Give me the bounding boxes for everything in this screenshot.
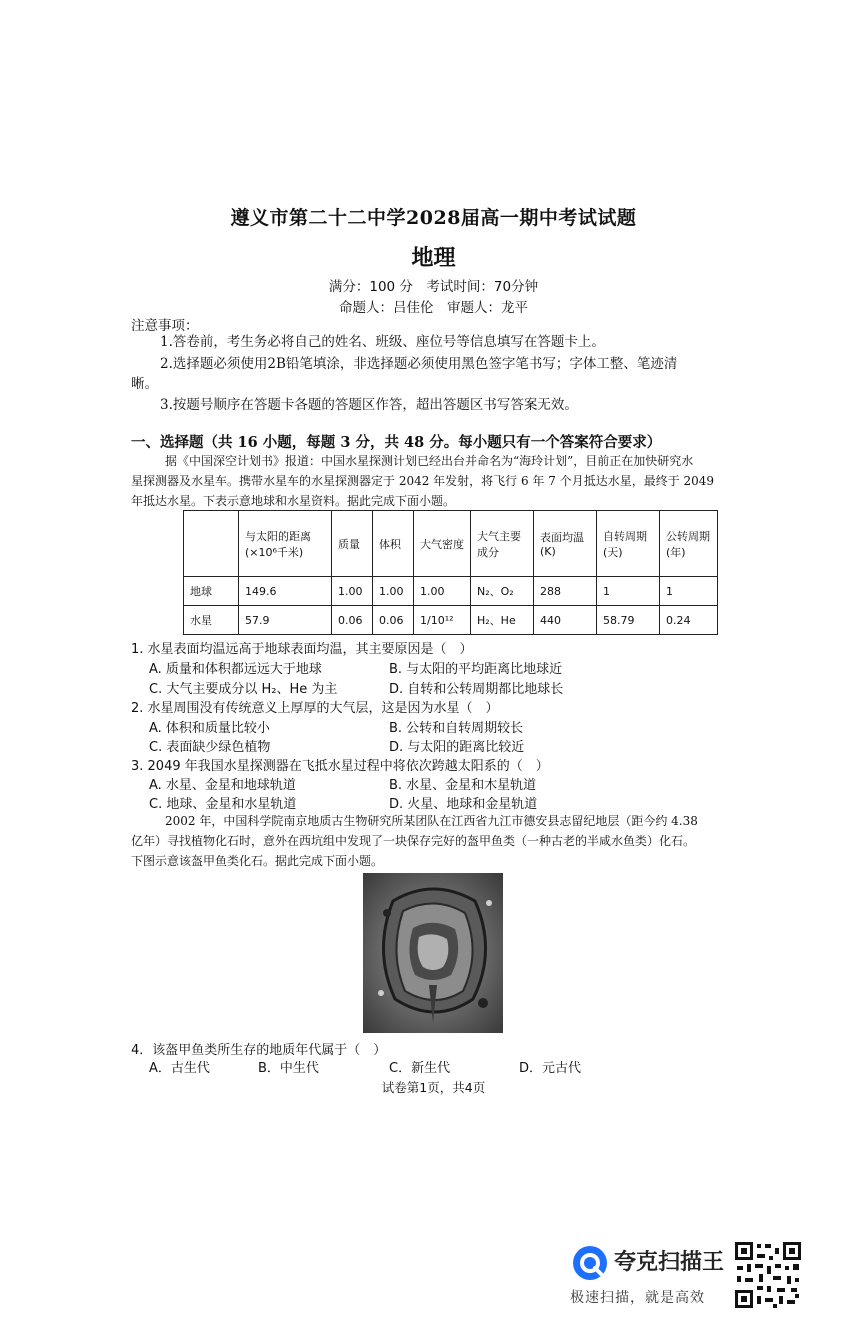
table-cell: 288 (534, 577, 597, 606)
table-cell: 149.6 (239, 577, 332, 606)
question-3-option-b: B. 水星、金星和木星轨道 (389, 778, 537, 793)
table-cell: N₂、O₂ (471, 577, 534, 606)
table-cell: 440 (534, 606, 597, 635)
question-4-option-d: D．元古代 (519, 1061, 582, 1076)
table-cell: 1 (660, 577, 718, 606)
passage2-line-1: 2002 年，中国科学院南京地质古生物研究所某团队在江西省九江市德安县志留纪地层（距今约 4.38 (165, 814, 698, 828)
scanner-brand-slogan: 极速扫描，就是高效 (570, 1290, 705, 1306)
question-4-stem: 4．该盔甲鱼类所生存的地质年代属于（ ） (131, 1043, 387, 1058)
table-cell: 1.00 (332, 577, 373, 606)
question-3-option-c: C. 地球、金星和水星轨道 (149, 797, 297, 812)
section-heading: 一、选择题（共 16 小题，每题 3 分，共 48 分。每小题只有一个答案符合要求） (131, 434, 662, 451)
question-2-option-b: B. 公转和自转周期较长 (389, 721, 524, 736)
table-cell: 1/10¹² (414, 606, 471, 635)
armored-fish-fossil-image (363, 873, 503, 1033)
question-1-option-b: B. 与太阳的平均距离比地球近 (389, 662, 563, 677)
question-1-option-a: A. 质量和体积都远远大于地球 (149, 662, 322, 677)
table-row (184, 606, 718, 635)
qr-code-icon (733, 1240, 803, 1310)
page-footer: 试卷第1页，共4页 (381, 1080, 486, 1095)
question-2-option-c: C. 表面缺少绿色植物 (149, 740, 271, 755)
note-item-2: 2.选择题必须使用2B铅笔填涂，非选择题必须使用黑色签字笔书写；字体工整、笔迹清 (160, 356, 678, 372)
scanner-logo-icon (571, 1244, 609, 1282)
note-item-1: 1.答卷前，考生务必将自己的姓名、班级、座位号等信息填写在答题卡上。 (160, 334, 605, 350)
note-item-2-cont: 晰。 (131, 376, 158, 392)
table-cell: 地球 (184, 577, 239, 606)
table-header-cell (184, 511, 239, 577)
table-cell: 0.06 (332, 606, 373, 635)
table-cell: 58.79 (597, 606, 660, 635)
table-header-cell: 公转周期(年) (660, 511, 718, 577)
question-3-option-a: A. 水星、金星和地球轨道 (149, 778, 296, 793)
subject-title: 地理 (411, 245, 456, 271)
passage1-line-1: 据《中国深空计划书》报道：中国水星探测计划已经出台并命名为“海玲计划”，目前正在加快研究水 (165, 454, 694, 468)
table-header-cell: 大气主要成分 (471, 511, 534, 577)
authors: 命题人：吕佳伦 审题人：龙平 (339, 300, 528, 316)
passage1-line-2: 星探测器及水星车。携带水星车的水星探测器定于 2042 年发射，将飞行 6 年 7 个月抵达水星，最终于 2049 (131, 474, 715, 488)
score-time: 满分：100 分 考试时间：70分钟 (328, 279, 539, 295)
table-cell: 0.06 (373, 606, 414, 635)
planet-table (183, 510, 718, 635)
question-4-option-b: B．中生代 (258, 1061, 319, 1076)
table-cell: 0.24 (660, 606, 718, 635)
question-2-option-d: D. 与太阳的距离比较近 (389, 740, 525, 755)
question-2-option-a: A. 体积和质量比较小 (149, 721, 270, 736)
question-3-option-d: D. 火星、地球和金星轨道 (389, 797, 538, 812)
table-cell: 1.00 (414, 577, 471, 606)
notes-heading: 注意事项： (131, 318, 199, 334)
table-cell: 水星 (184, 606, 239, 635)
question-1-stem: 1. 水星表面均温远高于地球表面均温，其主要原因是（ ） (131, 642, 473, 657)
table-cell: H₂、He (471, 606, 534, 635)
table-cell: 1.00 (373, 577, 414, 606)
table-cell: 57.9 (239, 606, 332, 635)
question-1-option-c: C. 大气主要成分以 H₂、He 为主 (149, 682, 338, 697)
table-row (184, 577, 718, 606)
question-2-stem: 2. 水星周围没有传统意义上厚厚的大气层，这是因为水星（ ） (131, 701, 499, 716)
passage2-line-3: 下图示意该盔甲鱼类化石。据此完成下面小题。 (131, 854, 384, 868)
passage2-line-2: 亿年）寻找植物化石时，意外在西坑组中发现了一块保存完好的盔甲鱼类（一种古老的半咸水鱼类）化石。 (131, 834, 696, 848)
table-header-cell: 体积 (373, 511, 414, 577)
question-4-option-a: A．古生代 (149, 1061, 210, 1076)
table-header-cell: 自转周期(天) (597, 511, 660, 577)
question-3-stem: 3. 2049 年我国水星探测器在飞抵水星过程中将依次跨越太阳系的（ ） (131, 759, 549, 774)
table-header-cell: 大气密度 (414, 511, 471, 577)
question-1-option-d: D. 自转和公转周期都比地球长 (389, 682, 564, 697)
table-header-row (184, 511, 718, 577)
table-header-cell: 与太阳的距离(×10⁶千米) (239, 511, 332, 577)
question-4-option-c: C．新生代 (389, 1061, 451, 1076)
exam-title: 遵义市第二十二中学2028届高一期中考试试题 (230, 207, 637, 229)
note-item-3: 3.按题号顺序在答题卡各题的答题区作答，超出答题区书写答案无效。 (160, 397, 578, 413)
passage1-line-3: 年抵达水星。下表示意地球和水星资料。据此完成下面小题。 (131, 494, 456, 508)
scanner-brand-name: 夸克扫描王 (614, 1250, 725, 1275)
table-cell: 1 (597, 577, 660, 606)
table-header-cell: 质量 (332, 511, 373, 577)
table-header-cell: 表面均温(K) (534, 511, 597, 577)
